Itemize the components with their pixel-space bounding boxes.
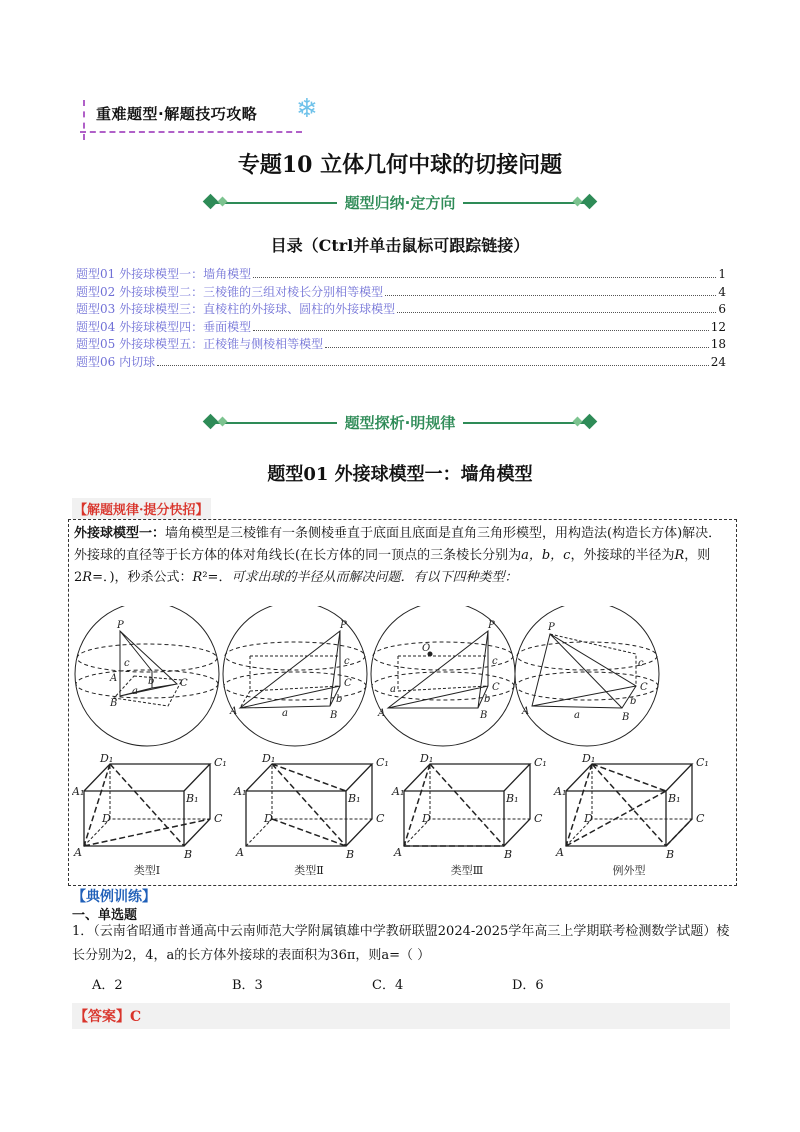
svg-text:D: D	[584, 812, 593, 825]
svg-text:A: A	[110, 673, 118, 684]
svg-text:C: C	[214, 812, 223, 825]
svg-text:B₁: B₁	[506, 792, 519, 805]
answer-options	[92, 974, 692, 993]
type-label-1: 类型Ⅰ	[133, 864, 161, 877]
toc-item[interactable]: 题型05 外接球模型五：正棱锥与侧棱相等模型 18	[76, 337, 726, 351]
section-title: 题型01 外接球模型一：墙角模型	[267, 464, 533, 485]
svg-text:D₁: D₁	[100, 752, 114, 765]
svg-text:B: B	[346, 848, 355, 861]
option-a: A．2	[92, 978, 123, 993]
banner-analysis	[205, 412, 595, 434]
svg-text:A₁: A₁	[392, 785, 405, 798]
toc-item[interactable]: 题型03 外接球模型三：直棱柱的外接球、圆柱的外接球模型 6	[76, 302, 726, 316]
svg-text:B: B	[480, 710, 488, 721]
snowflake-icon: ❄	[296, 94, 318, 124]
banner-label: 题型探析·明规律	[337, 414, 464, 432]
svg-text:B: B	[666, 848, 675, 861]
svg-text:B: B	[330, 710, 338, 721]
svg-text:A₁: A₁	[554, 785, 567, 798]
type-label-4: 例外型	[612, 864, 646, 877]
sphere-figure-1	[75, 606, 219, 746]
examples-tag: 【典例训练】	[72, 889, 156, 905]
header-tag-decoration	[83, 100, 85, 140]
svg-text:C: C	[492, 682, 500, 693]
sphere-figure-3	[371, 606, 515, 746]
rule-paragraph: 外接球模型一：墙角模型是三棱锥有一条侧棱垂直于底面且底面是直角三角形模型，用构造法(构造长方体)解决．外接球的直径等于长方体的体对角线长(在长方体的同一顶点的三条棱长分别为a，b，c，外接球的半径为R，则2R=．)，秒杀公式：R²=．可求出球的半径从而解决问题．有以下四种类型：	[74, 526, 722, 585]
cuboid-figure-1	[72, 752, 227, 861]
svg-text:O: O	[422, 643, 431, 654]
svg-text:A: A	[236, 846, 244, 859]
answer-label: 【答案】	[74, 1009, 130, 1025]
svg-text:a: a	[282, 708, 288, 719]
svg-text:B: B	[110, 698, 118, 709]
header-tag: 重难题型·解题技巧攻略	[96, 105, 258, 123]
option-c: C．4	[372, 978, 404, 993]
svg-text:B: B	[622, 712, 630, 723]
svg-text:A: A	[394, 846, 402, 859]
svg-text:a: a	[132, 686, 138, 697]
svg-text:C: C	[344, 678, 352, 689]
svg-text:B₁: B₁	[186, 792, 199, 805]
type-label-2: 类型Ⅱ	[294, 864, 324, 877]
answer-value: C	[130, 1009, 142, 1025]
toc-item[interactable]: 题型04 外接球模型四：垂面模型 12	[76, 319, 726, 334]
svg-text:C₁: C₁	[534, 756, 547, 769]
svg-text:B: B	[184, 848, 193, 861]
svg-text:D₁: D₁	[262, 752, 276, 765]
svg-text:c: c	[344, 656, 350, 667]
svg-text:D₁: D₁	[582, 752, 596, 765]
svg-text:P: P	[340, 620, 347, 631]
header-tag-underline	[80, 131, 302, 133]
toc-item[interactable]: 题型02 外接球模型二：三棱锥的三组对棱长分别相等模型 4	[76, 284, 726, 299]
page-title: 专题10 立体几何中球的切接问题	[237, 152, 563, 178]
svg-text:A: A	[522, 706, 530, 717]
answer-line	[72, 1003, 730, 1029]
svg-text:a: a	[390, 684, 396, 695]
banner-summary	[205, 192, 595, 214]
svg-text:B₁: B₁	[668, 792, 681, 805]
svg-text:b: b	[148, 676, 155, 687]
banner-label: 题型归纳·定方向	[337, 194, 464, 212]
type-label-3: 类型Ⅲ	[450, 864, 484, 877]
svg-text:A₁: A₁	[234, 785, 247, 798]
svg-text:c: c	[492, 656, 498, 667]
svg-text:A: A	[556, 846, 564, 859]
toc-item[interactable]: 题型06 内切球 24	[76, 354, 726, 369]
svg-text:c: c	[638, 658, 644, 669]
svg-text:D: D	[102, 812, 111, 825]
toc-item[interactable]: 题型01 外接球模型一：墙角模型 1	[76, 267, 726, 281]
svg-text:a: a	[574, 710, 580, 721]
cuboid-figure-4	[553, 752, 709, 861]
svg-text:B: B	[504, 848, 513, 861]
question-section-heading: 一、单选题	[72, 908, 138, 923]
svg-text:A: A	[378, 708, 386, 719]
svg-text:C: C	[640, 682, 648, 693]
cuboid-figure-2	[233, 752, 389, 861]
svg-text:C: C	[534, 812, 543, 825]
svg-text:D: D	[422, 812, 431, 825]
svg-text:c: c	[124, 658, 130, 669]
svg-text:C: C	[376, 812, 385, 825]
svg-text:P: P	[548, 622, 555, 633]
svg-text:b: b	[336, 694, 343, 705]
toc-title: 目录（Ctrl并单击鼠标可跟踪链接）	[270, 236, 530, 255]
question-text: 1．（云南省昭通市普通高中云南师范大学附属镇雄中学教研联盟2024-2025学年高三上学期联考检测数学试题）棱长分别为2，4，a的长方体外接球的表面积为36π，则a=（ ）	[72, 924, 730, 963]
svg-text:C: C	[696, 812, 705, 825]
svg-text:A: A	[230, 706, 238, 717]
svg-text:D₁: D₁	[420, 752, 434, 765]
geometry-figures	[72, 606, 732, 881]
svg-text:P: P	[117, 620, 124, 631]
svg-text:C: C	[180, 678, 188, 689]
option-d: D．6	[512, 978, 544, 993]
table-of-contents	[76, 265, 726, 370]
sphere-figure-2	[223, 606, 367, 746]
cuboid-figure-3	[391, 752, 547, 861]
svg-text:A: A	[74, 846, 82, 859]
svg-text:C₁: C₁	[376, 756, 389, 769]
svg-text:b: b	[630, 696, 637, 707]
svg-text:A₁: A₁	[72, 785, 85, 798]
svg-text:C₁: C₁	[696, 756, 709, 769]
svg-text:b: b	[484, 694, 491, 705]
sphere-figure-4	[515, 606, 659, 746]
svg-text:C₁: C₁	[214, 756, 227, 769]
option-b: B．3	[232, 978, 263, 993]
svg-text:D: D	[264, 812, 273, 825]
svg-text:P: P	[488, 620, 495, 631]
rule-tag: 【解题规律·提分快招】	[72, 498, 211, 519]
svg-text:B₁: B₁	[348, 792, 361, 805]
